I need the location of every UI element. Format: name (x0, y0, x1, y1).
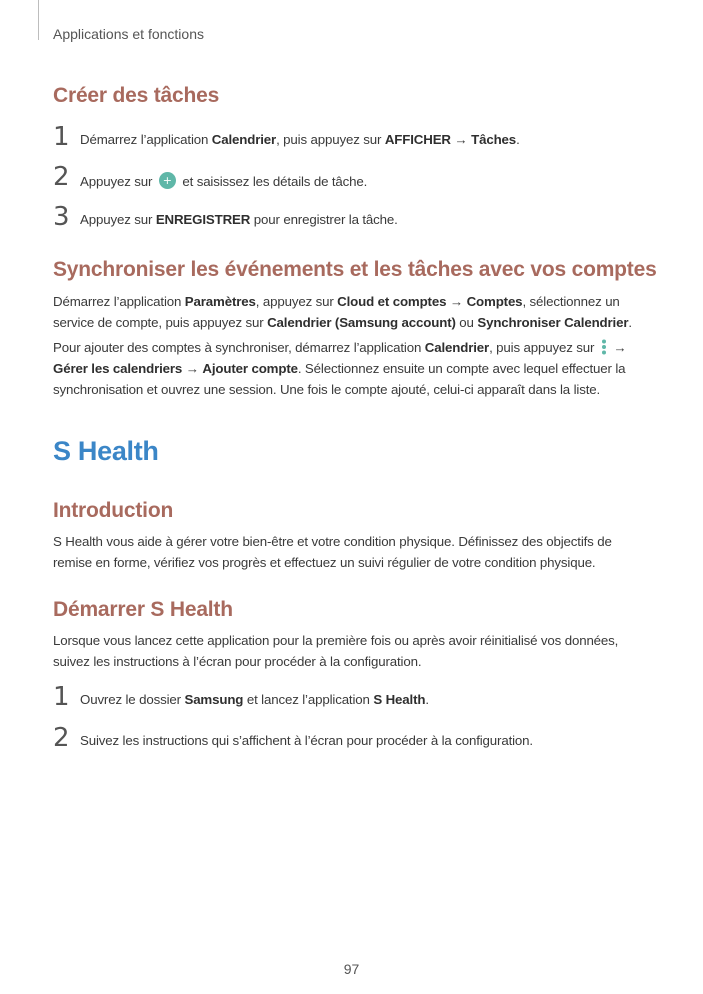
header-divider (38, 0, 39, 40)
tasks-heading: Créer des tâches (53, 84, 220, 107)
sync-paragraph-1: Démarrez l’application Paramètres, appuyez sur Cloud et comptes → Comptes, sélectionnez un service de compte, puis appuyez sur Calendrier (Samsung account) ou Synchroniser Calendrier. (53, 294, 632, 330)
intro-text: S Health vous aide à gérer votre bien-être et votre condition physique. Définissez des objectifs de remise en forme, vérifiez vos progrès et effectuez un suivi régulier de votre condition physique. (53, 534, 612, 570)
step-number: 1 (53, 682, 70, 712)
step-number: 1 (53, 122, 70, 152)
start-section (53, 598, 653, 672)
sync-section (53, 258, 657, 400)
step-text: Ouvrez le dossier Samsung et lancez l’application S Health. (80, 692, 429, 707)
start-step-1 (53, 682, 653, 712)
start-text: Lorsque vous lancez cette application pour la première fois ou après avoir réinitialisé vos données, suivez les instructions à l’écran pour procéder à la configuration. (53, 633, 619, 669)
step-text: Appuyez sur + et saisissez les détails de tâche. (80, 174, 368, 189)
plus-icon: + (159, 172, 176, 189)
app-title: S Health (53, 436, 159, 466)
shealth-section (53, 436, 653, 467)
step-text: Suivez les instructions qui s’affichent à l’écran pour procéder à la configuration. (80, 733, 533, 748)
sync-paragraph-2: Pour ajouter des comptes à synchroniser, démarrez l’application Calendrier, puis appuyez sur → Gérer les calendriers → Ajouter compte. Sélectionnez ensuite un compte avec lequel effectuer la synchronisation et ouvrez une session. Une fois le compte ajouté, celui-ci apparaît dans la liste. (53, 340, 627, 397)
step-text: Démarrez l’application Calendrier, puis appuyez sur AFFICHER → Tâches. (80, 132, 520, 147)
tasks-step-3 (53, 202, 653, 232)
tasks-section (53, 84, 653, 108)
start-heading: Démarrer S Health (53, 598, 233, 621)
more-options-icon (601, 339, 607, 355)
step-number: 3 (53, 202, 70, 232)
sync-heading: Synchroniser les événements et les tâches avec vos comptes (53, 258, 657, 281)
tasks-step-2 (53, 162, 653, 192)
tasks-step-1 (53, 122, 653, 152)
intro-heading: Introduction (53, 499, 174, 522)
page-number: 97 (343, 961, 360, 977)
step-number: 2 (53, 162, 70, 192)
page-header: Applications et fonctions (53, 26, 204, 42)
start-step-2 (53, 723, 653, 753)
step-text: Appuyez sur ENREGISTRER pour enregistrer la tâche. (80, 212, 398, 227)
step-number: 2 (53, 723, 70, 753)
intro-section (53, 499, 653, 573)
